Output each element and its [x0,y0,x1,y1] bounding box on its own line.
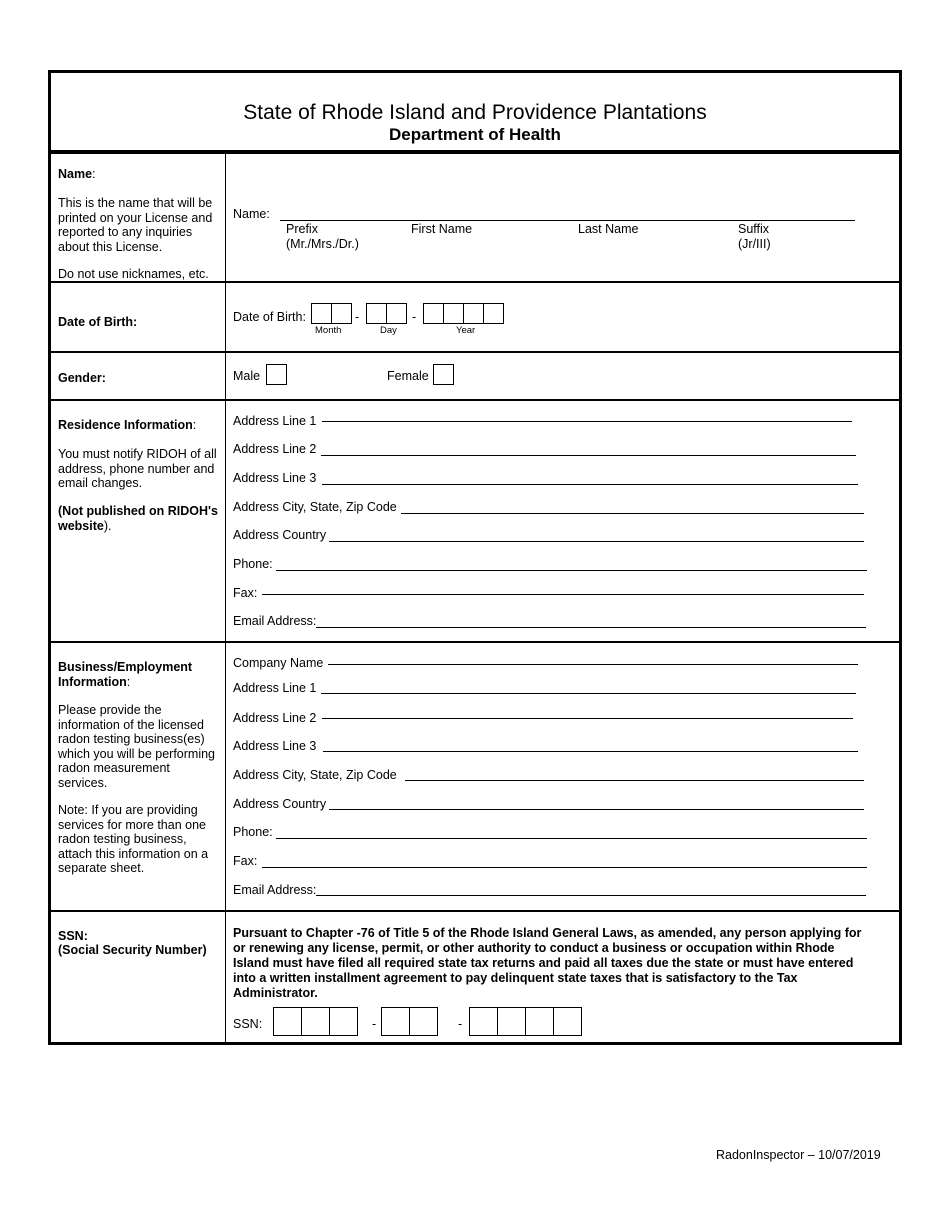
residence-address-line-3-label: Address Line 3 [233,471,317,485]
business-address-line-3-label: Address Line 3 [233,739,317,753]
male-label: Male [233,369,261,383]
business-city-state-zip-input[interactable] [405,780,864,781]
tax-compliance-notice: Pursuant to Chapter -76 of Title 5 of the Rhode Island General Laws, as amended, any person applying for or renewing any license, permit, or other authority to conduct a business or occupation within Rhode Island must have filed all required state tax returns and paid all taxes due the state or must have entered into a written installment agreement to pay delinquent state taxes that is satisfactory to the Tax Administrator. [233,926,862,1000]
business-address-line-1-input[interactable] [321,693,856,694]
business-email-label: Email Address: [233,883,317,897]
residence-address-line-2-input[interactable] [321,455,856,456]
gender-field-cell [226,353,899,399]
dob-field-cell [226,283,899,351]
ssn-box-5[interactable] [409,1007,438,1036]
dob-label-cell [51,283,226,351]
prefix-label: Prefix [286,222,318,236]
dob-separator-1: - [355,310,360,324]
residence-address-line-2-label: Address Line 2 [233,442,317,456]
name-description: This is the name that will be printed on your License and reported to any inquiries about this License. [58,196,213,254]
gender-label-cell [51,353,226,399]
residence-country-input[interactable] [329,541,864,542]
business-phone-label: Phone: [233,825,273,839]
business-city-state-zip-label: Address City, State, Zip Code [233,768,397,782]
business-country-label: Address Country [233,797,327,811]
ssn-field-label: SSN: [233,1017,263,1031]
residence-address-line-1-input[interactable] [322,421,852,422]
business-country-input[interactable] [329,809,864,810]
department-title: Department of Health [389,125,561,144]
dob-heading: Date of Birth: [58,315,138,329]
suffix-label: Suffix [738,222,770,236]
residence-fax-input[interactable] [262,594,864,595]
suffix-hint: (Jr/III) [738,237,771,251]
dob-month-box-1[interactable] [311,303,332,324]
dob-year-box-4[interactable] [483,303,504,324]
residence-address-line-1-label: Address Line 1 [233,414,317,428]
dob-day-box-2[interactable] [386,303,407,324]
female-checkbox[interactable] [433,364,454,385]
female-label: Female [387,369,429,383]
ssn-box-6[interactable] [469,1007,498,1036]
dob-day-box-1[interactable] [366,303,387,324]
residence-label-cell: Residence Information: You must notify RIDOH of all address, phone number and email changes. (Not published on RIDOH's website). [51,401,226,641]
residence-fax-label: Fax: [233,586,258,600]
residence-address-line-3-input[interactable] [322,484,858,485]
dob-year-box-1[interactable] [423,303,444,324]
ssn-row [51,912,899,1042]
residence-row [51,401,899,643]
form-version-footer: RadonInspector – 10/07/2019 [716,1148,881,1162]
ssn-box-1[interactable] [273,1007,302,1036]
ssn-field-cell [226,912,899,1042]
business-field-cell [226,643,899,910]
business-description: Please provide the information of the licensed radon testing business(es) which you will be performing radon measurement services. [58,703,216,790]
residence-city-state-zip-input[interactable] [401,513,864,514]
business-label-cell: Business/Employment Information: Please provide the information of the licensed radon testing business(es) which you will be performing radon measurement services. Note: If you are providing services for more than one radon testing business, attach this information on a separate sheet. [51,643,226,910]
ssn-box-2[interactable] [301,1007,330,1036]
residence-email-label: Email Address: [233,614,317,628]
ssn-box-8[interactable] [525,1007,554,1036]
residence-city-state-zip-label: Address City, State, Zip Code [233,500,397,514]
ssn-box-3[interactable] [329,1007,358,1036]
residence-note: (Not published on RIDOH's website [58,504,218,533]
business-fax-label: Fax: [233,854,258,868]
form-header [51,73,899,154]
residence-field-cell [226,401,899,641]
name-note: Do not use nicknames, etc. [58,267,209,281]
gender-row [51,353,899,401]
residence-email-input[interactable] [316,627,866,628]
dob-field-label: Date of Birth: [233,310,306,324]
dob-year-box-3[interactable] [463,303,484,324]
name-row [51,150,899,283]
business-heading: Business/Employment Information [58,660,193,689]
dob-separator-2: - [412,310,417,324]
business-address-line-1-label: Address Line 1 [233,681,317,695]
ssn-separator-1: - [372,1017,377,1031]
name-field-cell [226,150,899,281]
business-fax-input[interactable] [262,867,867,868]
first-name-label: First Name [411,222,473,236]
residence-heading: Residence Information [58,418,193,432]
ssn-heading: SSN: [58,929,88,943]
name-heading: Name [58,167,93,181]
residence-phone-input[interactable] [276,570,867,571]
day-label: Day [380,325,397,336]
residence-description: You must notify RIDOH of all address, phone number and email changes. [58,447,217,490]
ssn-separator-2: - [458,1017,463,1031]
male-checkbox[interactable] [266,364,287,385]
business-row [51,643,899,912]
name-field-label: Name: [233,207,270,221]
business-note: Note: If you are providing services for more than one radon testing business, attach this information on a separate sheet. [58,803,209,875]
business-address-line-3-input[interactable] [323,751,858,752]
month-label: Month [315,325,342,336]
business-email-input[interactable] [316,895,866,896]
name-input-line[interactable] [280,220,855,221]
dob-row [51,283,899,353]
ssn-box-9[interactable] [553,1007,582,1036]
company-name-input[interactable] [328,664,858,665]
business-address-line-2-input[interactable] [322,718,853,719]
ssn-label-cell [51,912,226,1042]
state-title: State of Rhode Island and Providence Plantations [243,101,707,124]
dob-year-box-2[interactable] [443,303,464,324]
name-label-cell: Name: This is the name that will be printed on your License and reported to any inquiries about this License. Do not use nicknames, etc. [51,150,226,281]
ssn-heading-sub: (Social Security Number) [58,943,207,957]
prefix-hint: (Mr./Mrs./Dr.) [286,237,359,251]
residence-country-label: Address Country [233,528,327,542]
residence-phone-label: Phone: [233,557,273,571]
business-address-line-2-label: Address Line 2 [233,711,317,725]
last-name-label: Last Name [578,222,639,236]
company-name-label: Company Name [233,656,324,670]
ssn-box-7[interactable] [497,1007,526,1036]
business-phone-input[interactable] [276,838,867,839]
dob-month-box-2[interactable] [331,303,352,324]
gender-heading: Gender: [58,371,106,385]
application-form [48,70,902,1045]
year-label: Year [456,325,476,336]
ssn-box-4[interactable] [381,1007,410,1036]
